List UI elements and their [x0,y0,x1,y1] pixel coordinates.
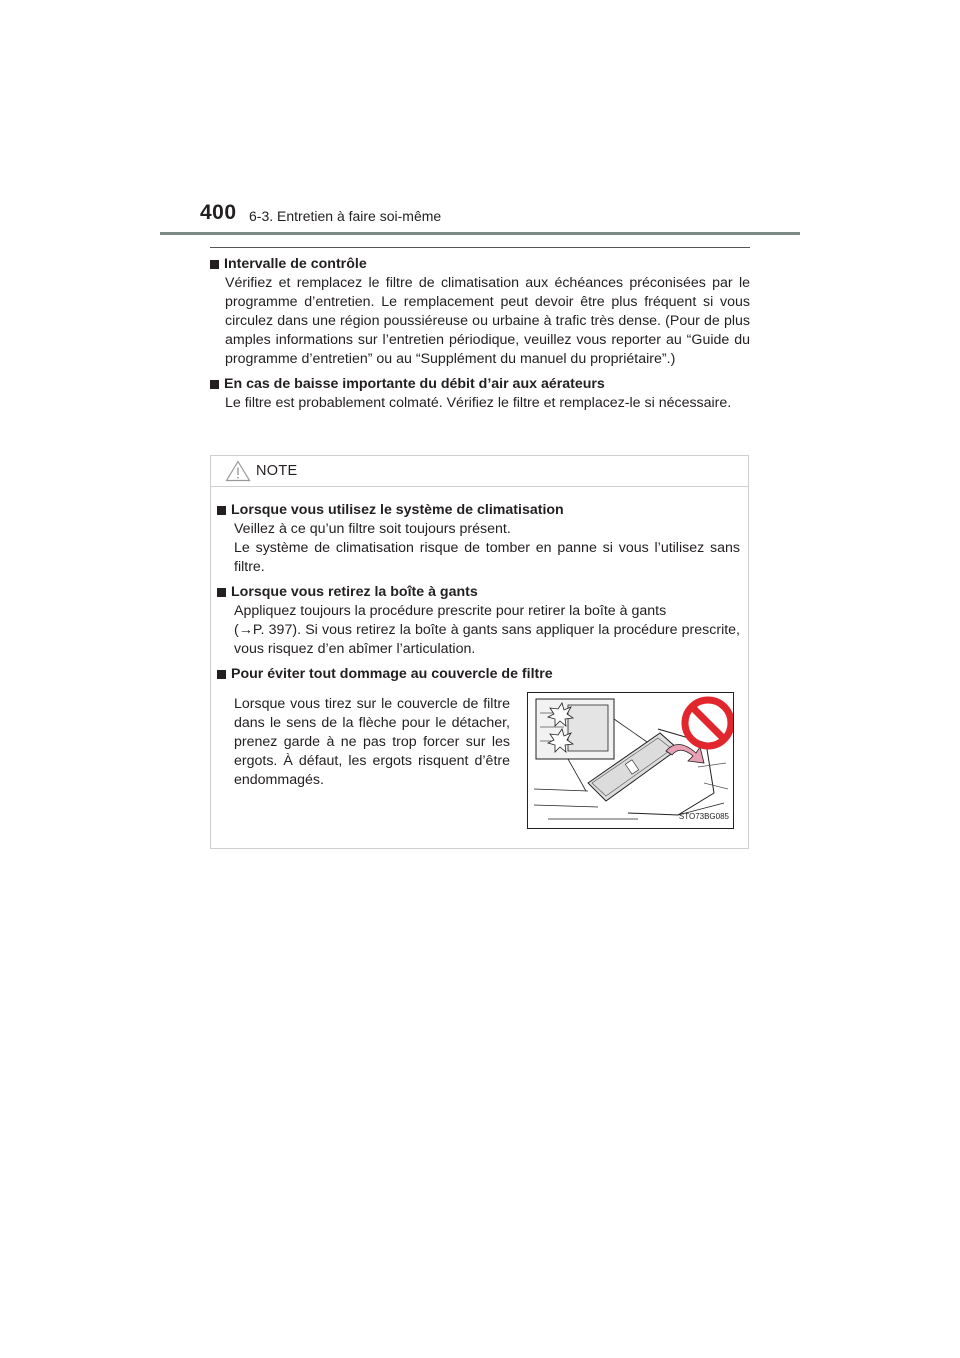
note-item-filter-cover [217,665,740,829]
item-heading [217,501,740,520]
square-bullet-icon [217,670,226,679]
item-body-line: Veillez à ce qu’un filtre soit toujours présent. [234,521,511,537]
filter-cover-figure [527,692,734,829]
item-body: Vérifiez et remplacez le filtre de climatisation aux échéances préconisées par le programme d’entretien. Le remplacement peut devoir être plus fréquent si vous circulez dans une région poussiéreuse ou urbaine à trafic très dense. (Pour de plus amples informations sur l’entretien périodique, veuillez vous reporter au “Guide du programme d’entretien” ou au “Supplément du manuel du propriétaire”.) [225,275,750,367]
note-item-ac-use [217,501,740,577]
item-body [217,520,740,577]
item-heading [210,255,750,274]
square-bullet-icon [217,588,226,597]
note-title: NOTE [256,463,298,479]
item-airflow-drop [210,375,750,413]
item-body [217,602,740,659]
content-rule [210,247,750,248]
square-bullet-icon [217,506,226,515]
item-body: Lorsque vous tirez sur le couvercle de filtre dans le sens de la flèche pour le détacher, prenez garde à ne pas trop forcer sur les ergots. À défaut, les ergots risquent d’être endommagés. [234,696,510,788]
note-header [211,456,748,487]
item-heading-text: Lorsque vous utilisez le système de climatisation [231,502,564,518]
section-title: 6-3. Entretien à faire soi-même [249,208,442,224]
figure-code: STO73BG085 [678,812,729,821]
prohibition-icon [685,700,731,746]
note-box [210,455,749,849]
item-body: Le filtre est probablement colmaté. Vérifiez le filtre et remplacez-le si nécessaire. [225,395,732,411]
warning-triangle-icon [225,460,251,482]
square-bullet-icon [210,260,219,269]
item-heading-text: Intervalle de contrôle [224,256,367,272]
item-heading-text: En cas de baisse importante du débit d’air aux aérateurs [224,376,605,392]
item-body-line: (→P. 397). Si vous retirez la boîte à gants sans appliquer la procédure prescrite, vous risquez d’en abîmer l’articulation. [234,622,740,657]
item-inspection-interval [210,255,750,369]
item-heading-text: Lorsque vous retirez la boîte à gants [231,584,478,600]
note-content [211,487,748,829]
item-body-line: Appliquez toujours la procédure prescrite pour retirer la boîte à gants [234,603,667,619]
main-content [210,255,750,419]
item-body-line: Le système de climatisation risque de tomber en panne si vous l’utilisez sans filtre. [234,540,740,575]
item-heading [217,583,740,602]
note-item-glove-box [217,583,740,659]
note-row [217,692,740,829]
item-heading-text: Pour éviter tout dommage au couvercle de filtre [231,666,553,682]
item-heading [217,665,740,684]
item-heading [210,375,750,394]
page-number: 400 [200,201,237,224]
square-bullet-icon [210,380,219,389]
header-rule [160,232,800,235]
